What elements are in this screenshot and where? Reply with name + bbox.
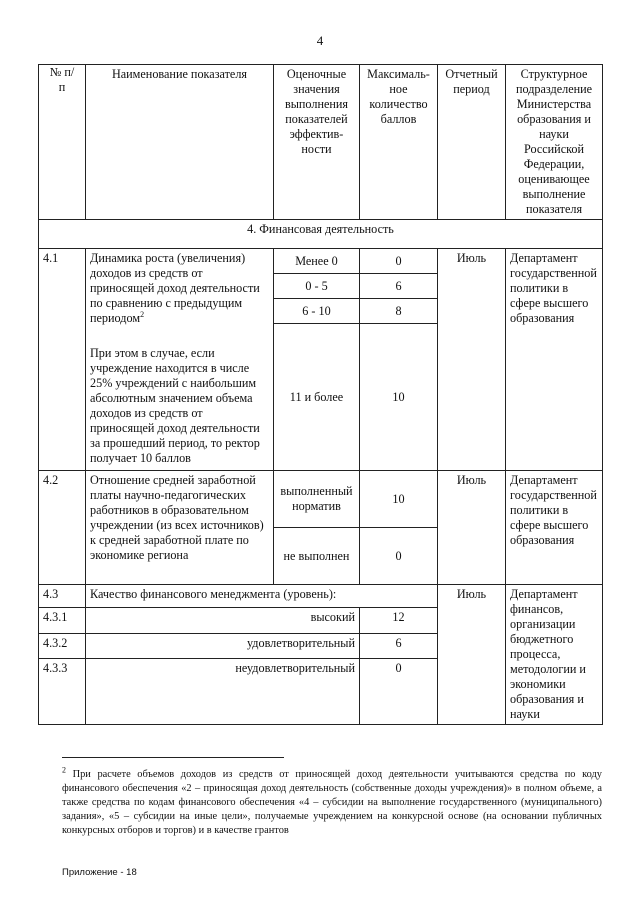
footnote-ref: 2 xyxy=(140,309,145,319)
page-footer: Приложение - 18 xyxy=(62,867,137,878)
footnote-text: При расчете объемов доходов из средств от приносящей доход деятельности учитываются средства по коду финансового обеспечения «2 – приносящая доход деятельность (собственные доходы учреждения)» в полном объеме, а также средства по кодам финансового обеспечения «4 – субсидии на выполнение государственного (муниципального) задания», «5 – субсидии на иные цели», получаемые учреждением на конкурсной основе (на основании публичных конкурсных отборов и торгов) и в качестве грантов xyxy=(62,769,602,836)
points-4-1-a: 0 xyxy=(360,249,438,274)
points-4-1-b: 6 xyxy=(360,274,438,299)
table-row-4-3 xyxy=(39,585,603,608)
row-name-4-1-text: Динамика роста (увеличения) доходов из средств от приносящей доход деятельности по сравнению с предыдущим периодом xyxy=(90,251,260,325)
header-name: Наименование показателя xyxy=(86,65,274,220)
header-no: № п/п xyxy=(39,65,86,220)
row-name-4-1 xyxy=(86,249,274,471)
row-no-4-3-2: 4.3.2 xyxy=(39,633,86,658)
row-no-4-3-3: 4.3.3 xyxy=(39,659,86,725)
indicators-table xyxy=(38,64,603,725)
points-4-2-b: 0 xyxy=(360,528,438,585)
row-name-4-2: Отношение средней заработной платы научно-педагогических работников в образовательном учреждении (из всех источников) к средней заработной плате по экономике региона xyxy=(86,471,274,585)
value-4-1-c: 6 - 10 xyxy=(274,299,360,324)
row-no-4-1: 4.1 xyxy=(39,249,86,471)
value-4-1-b: 0 - 5 xyxy=(274,274,360,299)
unit-4-2: Департамент государственной политики в сфере высшего образования xyxy=(506,471,603,585)
level-4-3-1: высокий xyxy=(86,608,360,633)
points-4-2-a: 10 xyxy=(360,471,438,528)
table-header-row xyxy=(39,65,603,220)
header-unit: Структурное подразделение Министерства образования и науки Российской Федерации, оценивающее выполнение показателя xyxy=(506,65,603,220)
footnote-divider xyxy=(62,757,284,758)
value-4-2-b: не выполнен xyxy=(274,528,360,585)
level-4-3-3: неудовлетворительный xyxy=(86,659,360,725)
points-4-1-c: 8 xyxy=(360,299,438,324)
row-no-4-2: 4.2 xyxy=(39,471,86,585)
points-4-3-3: 0 xyxy=(360,659,438,725)
table-row-4-2 xyxy=(39,471,603,528)
unit-4-1: Департамент государственной политики в сфере высшего образования xyxy=(506,249,603,471)
page-number: 4 xyxy=(316,33,324,48)
header-values: Оценочные значения выполнения показателей эффектив-ности xyxy=(274,65,360,220)
header-period: Отчетный период xyxy=(438,65,506,220)
row-name-4-3: Качество финансового менеджмента (уровень): xyxy=(86,585,438,608)
footnote xyxy=(62,765,602,838)
row-note-4-1: При этом в случае, если учреждение находится в числе 25% учреждений с наибольшим абсолютным значением объема доходов из средств от приносящей доход деятельности за прошедший период, то ректор получает 10 баллов xyxy=(90,346,260,465)
points-4-1-d: 10 xyxy=(360,324,438,471)
period-4-3: Июль xyxy=(438,585,506,725)
points-4-3-2: 6 xyxy=(360,633,438,658)
section-row xyxy=(39,220,603,249)
period-4-2: Июль xyxy=(438,471,506,585)
value-4-1-d: 11 и более xyxy=(274,324,360,471)
period-4-1: Июль xyxy=(438,249,506,471)
level-4-3-2: удовлетворительный xyxy=(86,633,360,658)
row-no-4-3: 4.3 xyxy=(39,585,86,608)
row-no-4-3-1: 4.3.1 xyxy=(39,608,86,633)
footnote-mark: 2 xyxy=(62,765,66,775)
value-4-1-a: Менее 0 xyxy=(274,249,360,274)
table-row-4-1 xyxy=(39,249,603,274)
unit-4-3: Департамент финансов, организации бюджетного процесса, методологии и экономики образования и науки xyxy=(506,585,603,725)
value-4-2-a: выполненный норматив xyxy=(274,471,360,528)
section-title: 4. Финансовая деятельность xyxy=(39,220,603,249)
points-4-3-1: 12 xyxy=(360,608,438,633)
header-max-points: Максималь-ное количество баллов xyxy=(360,65,438,220)
